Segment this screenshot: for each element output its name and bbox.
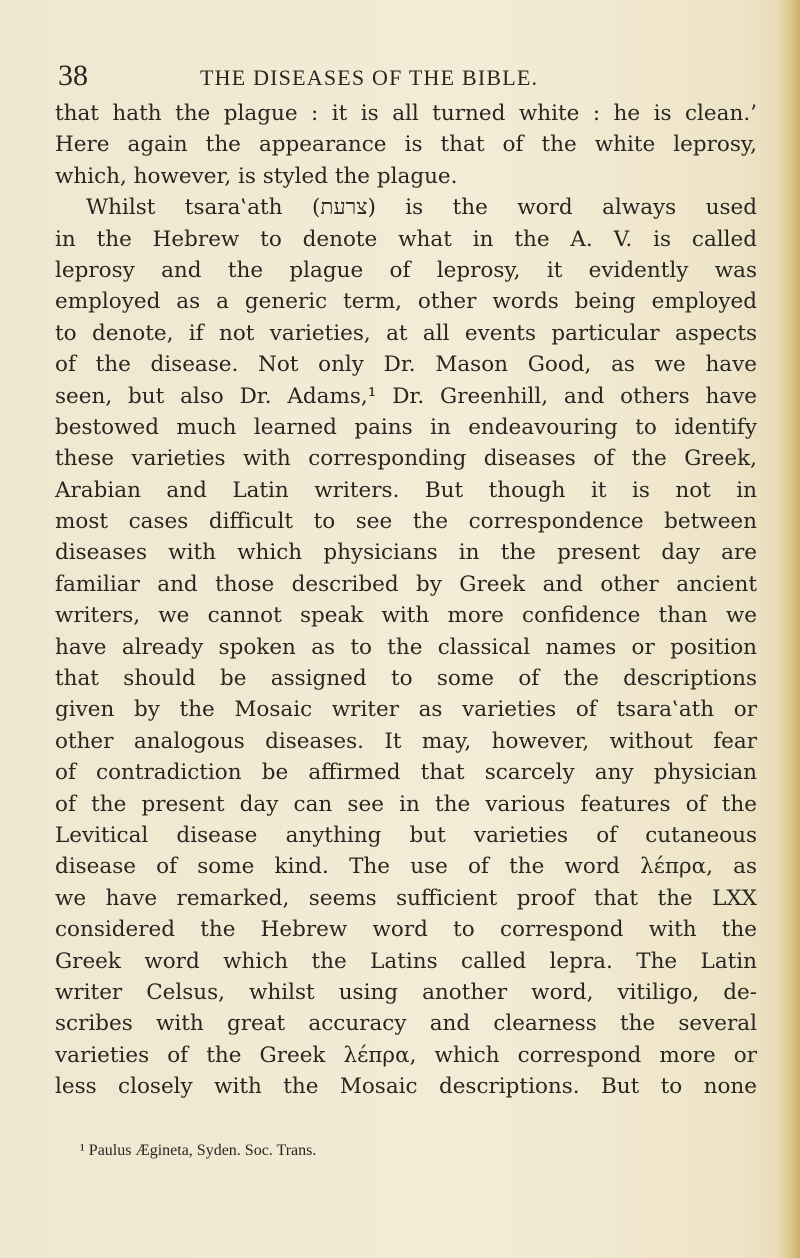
text-line: Arabian and Latin writers. But though it is not in — [55, 477, 757, 503]
text-line: Levitical disease anything but varieties of cutaneous — [55, 822, 757, 848]
text-line: that hath the plague : it is all turned white : he is clean.’ — [55, 101, 757, 126]
text-line: to denote, if not varieties, at all events particular aspects — [55, 320, 757, 346]
text-line: of contradiction be affirmed that scarcely any physician — [55, 760, 757, 786]
page-header — [58, 56, 758, 96]
text-line: other analogous diseases. It may, however, without fear — [55, 728, 757, 754]
text-line: writer Celsus, whilst using another word, vitiligo, de- — [55, 979, 757, 1005]
text-line: leprosy and the plague of leprosy, it evidently was — [55, 257, 757, 283]
running-head: THE DISEASES OF THE BIBLE. — [200, 65, 539, 90]
text-line: considered the Hebrew word to correspond with the — [55, 917, 757, 943]
text-line: familiar and those described by Greek and other ancient — [55, 571, 757, 597]
text-line: varieties of the Greek λέπρα, which correspond more or — [55, 1042, 757, 1068]
text-line: have already spoken as to the classical names or position — [55, 634, 757, 660]
text-line: scribes with great accuracy and clearness the several — [55, 1011, 757, 1037]
text-line: that should be assigned to some of the descriptions — [55, 666, 757, 692]
text-line: in the Hebrew to denote what in the A. V. is called — [55, 226, 757, 252]
text-line: most cases difficult to see the correspondence between — [55, 509, 757, 535]
text-line: we have remarked, seems sufficient proof that the LXX — [55, 885, 757, 911]
page-number: 38 — [58, 59, 88, 92]
text-line: Here again the appearance is that of the white leprosy, — [55, 132, 757, 158]
text-line: which, however, is styled the plague. — [55, 163, 458, 189]
footnote: ¹ Paulus Ægineta, Syden. Soc. Trans. — [80, 1142, 317, 1159]
text-line: Greek word which the Latins called lepra. The Latin — [55, 948, 757, 974]
body-text — [55, 98, 757, 1103]
text-line: given by the Mosaic writer as varieties of tsara‛ath or — [55, 697, 757, 723]
text-line: employed as a generic term, other words being employed — [55, 289, 757, 315]
text-line: of the disease. Not only Dr. Mason Good, as we have — [55, 352, 757, 378]
text-line: bestowed much learned pains in endeavouring to identify — [55, 414, 757, 440]
text-line: disease of some kind. The use of the word λέπρα, as — [55, 854, 757, 880]
text-line: seen, but also Dr. Adams,¹ Dr. Greenhill, and others have — [55, 383, 757, 409]
text-line: Whilst tsara‛ath (צרעת) is the word always used — [86, 195, 758, 221]
text-line: writers, we cannot speak with more confidence than we — [55, 603, 757, 629]
text-line: diseases with which physicians in the present day are — [55, 540, 757, 566]
text-line: of the present day can see in the various features of the — [55, 791, 757, 817]
text-line: these varieties with corresponding diseases of the Greek, — [55, 446, 757, 472]
text-line: less closely with the Mosaic descriptions. But to none — [55, 1074, 757, 1100]
page-edge — [778, 0, 800, 1258]
